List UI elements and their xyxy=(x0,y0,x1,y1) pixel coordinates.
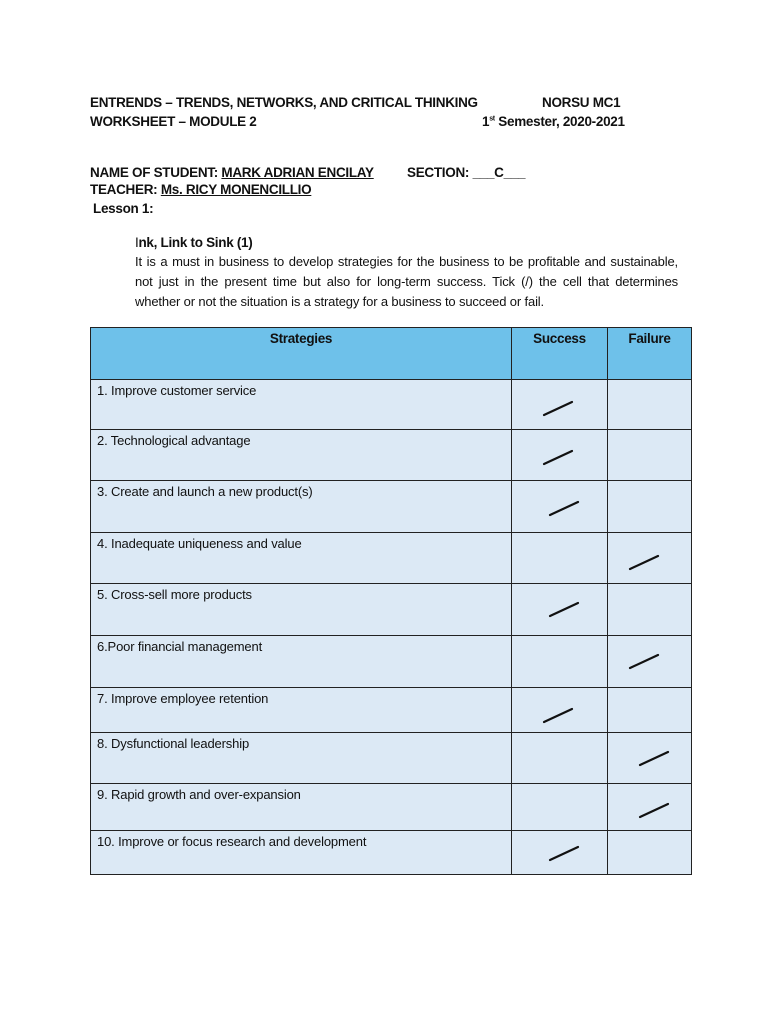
success-cell[interactable] xyxy=(512,784,608,831)
table-row xyxy=(91,636,692,688)
failure-cell[interactable] xyxy=(608,784,692,831)
tick-mark-icon xyxy=(608,733,704,784)
success-cell[interactable] xyxy=(512,533,608,584)
activity-instructions: It is a must in business to develop strategies for the business to be profitable and sustainable, not just in the present time but also for long-term success. Tick (/) the cell that determines whether or not the situation is a strategy for a business to succeed or fail. xyxy=(135,254,678,309)
table-row xyxy=(91,688,692,733)
semester-text: Semester, 2020-2021 xyxy=(494,114,625,129)
strategy-cell: 3. Create and launch a new product(s) xyxy=(91,481,512,533)
activity-title-initial: I xyxy=(135,235,139,250)
student-name-value: MARK ADRIAN ENCILAY xyxy=(221,165,374,180)
strategy-cell: 1. Improve customer service xyxy=(91,380,512,430)
failure-cell[interactable] xyxy=(608,533,692,584)
table-row xyxy=(91,533,692,584)
activity-title-rest: nk, Link to Sink (1) xyxy=(138,235,253,250)
success-cell[interactable] xyxy=(512,430,608,481)
lesson-heading: Lesson 1: xyxy=(93,201,154,216)
tick-mark-icon xyxy=(512,688,608,733)
success-cell[interactable] xyxy=(512,584,608,636)
section-label: SECTION: xyxy=(407,165,473,180)
tick-mark-icon xyxy=(512,481,608,533)
student-name-label: NAME OF STUDENT: xyxy=(90,165,222,180)
tick-mark-icon xyxy=(608,636,704,688)
semester-number: 1 xyxy=(482,114,490,129)
tick-mark-icon xyxy=(608,533,704,584)
success-cell[interactable] xyxy=(512,688,608,733)
table-row xyxy=(91,430,692,481)
course-title: ENTRENDS – TRENDS, NETWORKS, AND CRITICAL THINKING xyxy=(90,95,478,110)
tick-mark-icon xyxy=(608,784,704,831)
section-line xyxy=(407,165,525,180)
strategy-cell: 6.Poor financial management xyxy=(91,636,512,688)
success-cell[interactable] xyxy=(512,733,608,784)
table-row xyxy=(91,481,692,533)
student-name-line xyxy=(90,165,374,180)
header-strategies: Strategies xyxy=(91,328,512,380)
strategy-cell: 7. Improve employee retention xyxy=(91,688,512,733)
success-cell[interactable] xyxy=(512,831,608,875)
strategy-cell: 9. Rapid growth and over-expansion xyxy=(91,784,512,831)
semester-label xyxy=(482,114,625,129)
strategy-cell: 2. Technological advantage xyxy=(91,430,512,481)
worksheet-title: WORKSHEET – MODULE 2 xyxy=(90,114,257,129)
table-row xyxy=(91,733,692,784)
strategy-cell: 5. Cross-sell more products xyxy=(91,584,512,636)
header-failure: Failure xyxy=(608,328,692,380)
tick-mark-icon xyxy=(512,380,608,430)
teacher-value: Ms. RICY MONENCILLIO xyxy=(160,182,312,197)
section-value: ___C___ xyxy=(472,165,526,180)
failure-cell[interactable] xyxy=(608,380,692,430)
activity-title xyxy=(135,235,252,250)
failure-cell[interactable] xyxy=(608,733,692,784)
campus-label: NORSU MC1 xyxy=(542,95,621,110)
tick-mark-icon xyxy=(512,831,608,875)
success-cell[interactable] xyxy=(512,636,608,688)
strategy-table xyxy=(90,327,692,875)
teacher-line xyxy=(90,182,311,197)
tick-mark-icon xyxy=(512,430,608,481)
header-success: Success xyxy=(512,328,608,380)
strategy-cell: 10. Improve or focus research and development xyxy=(91,831,512,875)
failure-cell[interactable] xyxy=(608,831,692,875)
table-row xyxy=(91,784,692,831)
strategy-cell: 4. Inadequate uniqueness and value xyxy=(91,533,512,584)
failure-cell[interactable] xyxy=(608,688,692,733)
table-row xyxy=(91,380,692,430)
success-cell[interactable] xyxy=(512,380,608,430)
table-row xyxy=(91,831,692,875)
tick-mark-icon xyxy=(512,584,608,636)
failure-cell[interactable] xyxy=(608,584,692,636)
table-row xyxy=(91,584,692,636)
failure-cell[interactable] xyxy=(608,430,692,481)
success-cell[interactable] xyxy=(512,481,608,533)
failure-cell[interactable] xyxy=(608,636,692,688)
teacher-label: TEACHER: xyxy=(90,182,161,197)
strategy-cell: 8. Dysfunctional leadership xyxy=(91,733,512,784)
failure-cell[interactable] xyxy=(608,481,692,533)
table-header-row xyxy=(91,328,692,380)
semester-ordinal: st xyxy=(489,115,495,123)
